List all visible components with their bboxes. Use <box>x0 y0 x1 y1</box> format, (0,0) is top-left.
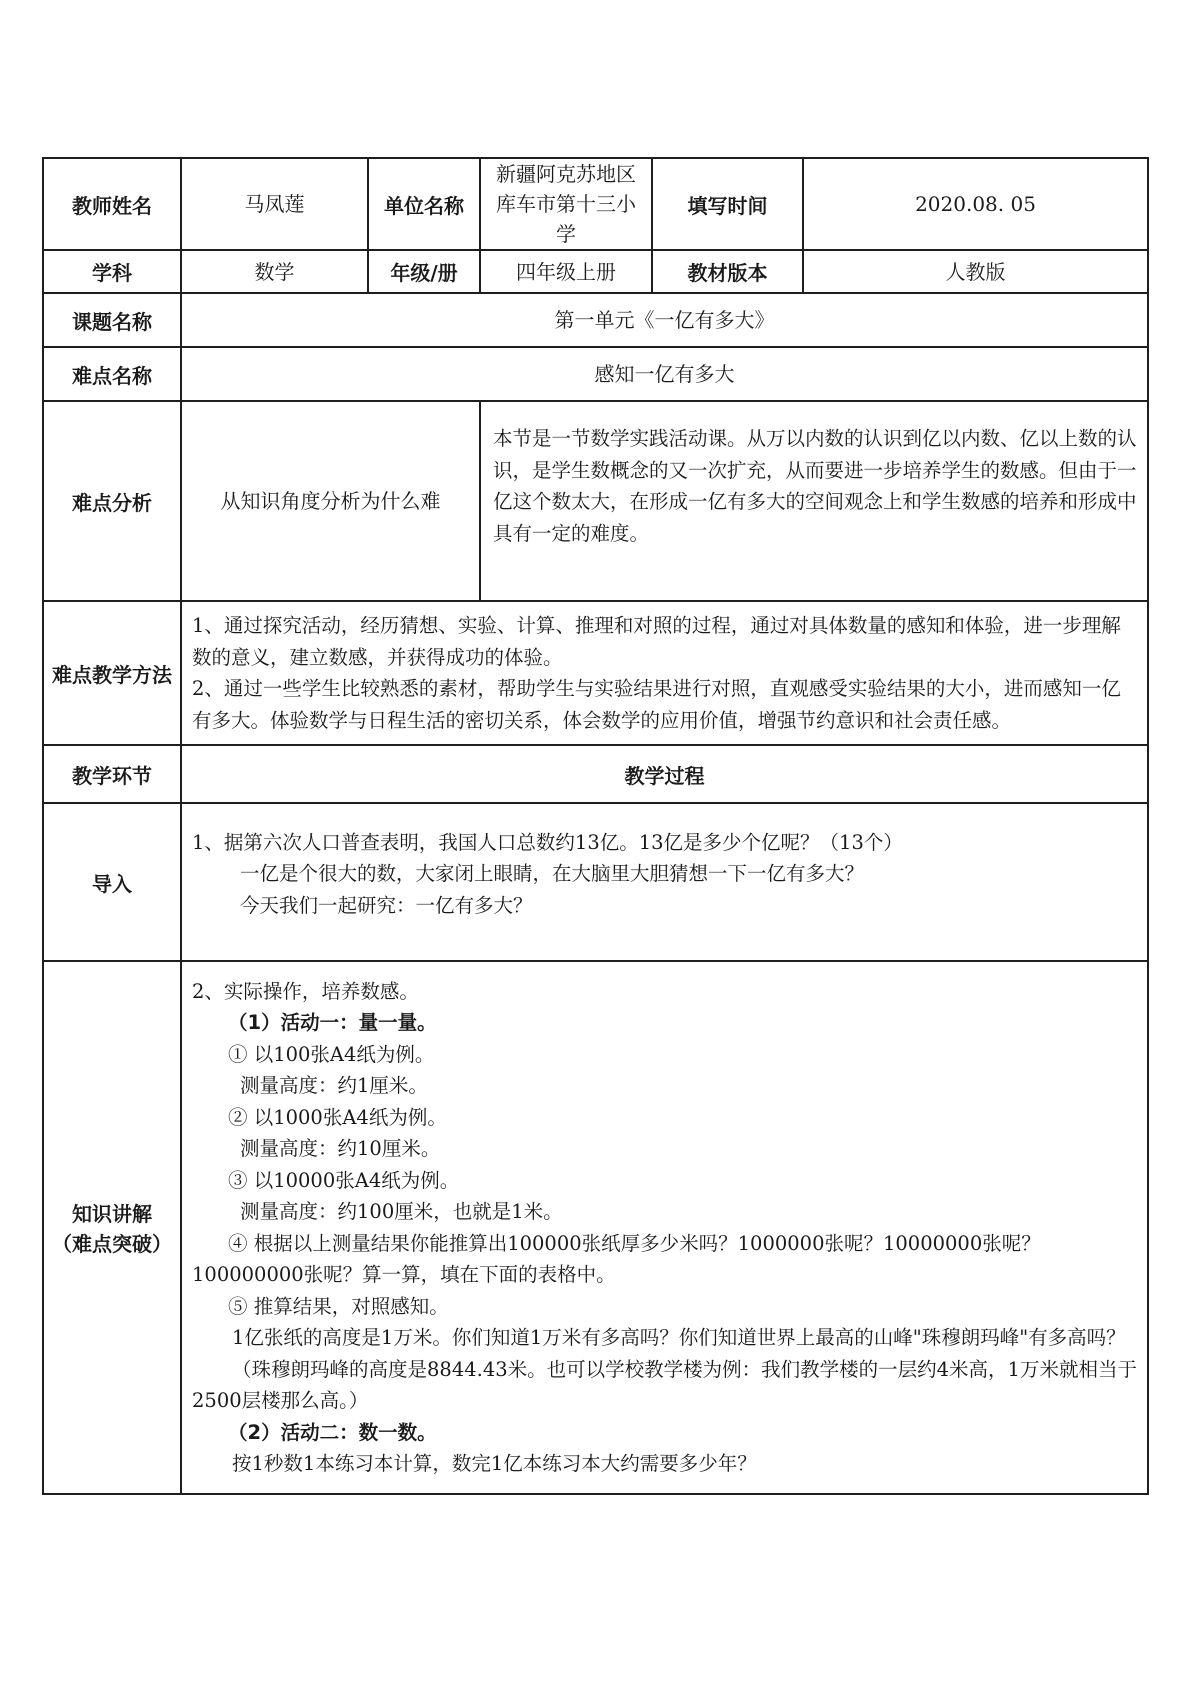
knowledge-line-10: ⑤ 推算结果，对照感知。 <box>228 1294 449 1318</box>
activity-one-title: （1）活动一：量一量。 <box>228 1011 437 1034</box>
process-label: 教学环节 <box>43 745 181 803</box>
intro-cell <box>181 803 1148 961</box>
knowledge-line-3: ① 以100张A4纸为例。 <box>228 1042 435 1066</box>
date-label: 填写时间 <box>652 158 803 250</box>
knowledge-line-9: ④ 根据以上测量结果你能推算出100000张纸厚多少米吗？1000000张呢？10000000张呢？100000000张呢？算一算，填在下面的表格中。 <box>192 1231 1041 1286</box>
edition-value: 人教版 <box>803 250 1148 293</box>
topic-value: 第一单元《一亿有多大》 <box>181 293 1148 347</box>
subject-label: 学科 <box>43 250 181 293</box>
lesson-plan-table <box>42 157 1149 1495</box>
method-row <box>43 601 1148 745</box>
knowledge-line-1: 2、实际操作，培养数感。 <box>192 979 419 1003</box>
unit-label: 单位名称 <box>368 158 480 250</box>
knowledge-sub-label: （难点突破） <box>52 1231 172 1256</box>
method-paragraph-1: 1、通过探究活动，经历猜想、实验、计算、推理和对照的过程，通过对具体数量的感知和体验，进一步理解数的意义，建立数感，并获得成功的体验。 <box>192 614 1121 669</box>
knowledge-line-14: 按1秒数1本练习本计算，数完1亿本练习本大约需要多少年？ <box>232 1452 757 1475</box>
knowledge-line-5: ② 以1000张A4纸为例。 <box>228 1105 447 1129</box>
header-row-2 <box>43 250 1148 293</box>
analysis-row <box>43 401 1148 601</box>
teacher-value: 马凤莲 <box>181 158 368 250</box>
activity-two-title: （2）活动二：数一数。 <box>228 1420 437 1444</box>
knowledge-line-11: 1亿张纸的高度是1万米。你们知道1万米有多高吗？你们知道世界上最高的山峰"珠穆朗玛峰"有多高吗？ <box>232 1326 1126 1349</box>
knowledge-line-6: 测量高度：约10厘米。 <box>240 1137 441 1160</box>
topic-label: 课题名称 <box>43 293 181 347</box>
grade-label: 年级/册 <box>368 250 480 293</box>
difficulty-value: 感知一亿有多大 <box>181 347 1148 401</box>
knowledge-line-7: ③ 以10000张A4纸为例。 <box>228 1168 460 1192</box>
intro-line-2: 一亿是个很大的数，大家闭上眼睛，在大脑里大胆猜想一下一亿有多大？ <box>240 862 865 886</box>
analysis-sub-label: 从知识角度分析为什么难 <box>181 401 480 601</box>
subject-value: 数学 <box>181 250 368 293</box>
grade-value: 四年级上册 <box>480 250 652 293</box>
knowledge-label-cell <box>43 961 181 1494</box>
intro-line-1: 1、据第六次人口普查表明，我国人口总数约13亿。13亿是多少个亿呢？（13个） <box>192 830 903 854</box>
analysis-label: 难点分析 <box>43 401 181 601</box>
difficulty-label: 难点名称 <box>43 347 181 401</box>
teacher-label: 教师姓名 <box>43 158 181 250</box>
knowledge-line-8: 测量高度：约100厘米，也就是1米。 <box>240 1200 563 1223</box>
header-row-1 <box>43 158 1148 250</box>
edition-label: 教材版本 <box>652 250 803 293</box>
knowledge-cell <box>181 961 1148 1494</box>
topic-row <box>43 293 1148 347</box>
method-paragraph-2: 2、通过一些学生比较熟悉的素材，帮助学生与实验结果进行对照，直观感受实验结果的大小，进而感知一亿有多大。体验数学与日程生活的密切关系，体会数学的应用价值，增强节约意识和社会责任感。 <box>192 677 1121 732</box>
knowledge-line-12: （珠穆朗玛峰的高度是8844.43米。也可以学校教学楼为例：我们教学楼的一层约4米高，1万米就相当于2500层楼那么高。） <box>192 1357 1137 1412</box>
process-title: 教学过程 <box>181 745 1148 803</box>
process-header-row <box>43 745 1148 803</box>
method-cell <box>181 601 1148 745</box>
intro-row <box>43 803 1148 961</box>
date-value: 2020.08. 05 <box>803 158 1148 250</box>
intro-line-3: 今天我们一起研究：一亿有多大？ <box>240 893 533 917</box>
knowledge-row <box>43 961 1148 1494</box>
knowledge-label: 知识讲解 <box>72 1201 152 1226</box>
intro-label: 导入 <box>43 803 181 961</box>
unit-value: 新疆阿克苏地区库车市第十三小学 <box>480 158 652 250</box>
analysis-text: 本节是一节数学实践活动课。从万以内数的认识到亿以内数、亿以上数的认识，是学生数概念的又一次扩充，从而要进一步培养学生的数感。但由于一亿这个数太大，在形成一亿有多大的空间观念上和学生数感的培养和形成中具有一定的难度。 <box>480 401 1148 601</box>
method-label: 难点教学方法 <box>43 601 181 745</box>
knowledge-line-4: 测量高度：约1厘米。 <box>240 1074 428 1097</box>
difficulty-row <box>43 347 1148 401</box>
